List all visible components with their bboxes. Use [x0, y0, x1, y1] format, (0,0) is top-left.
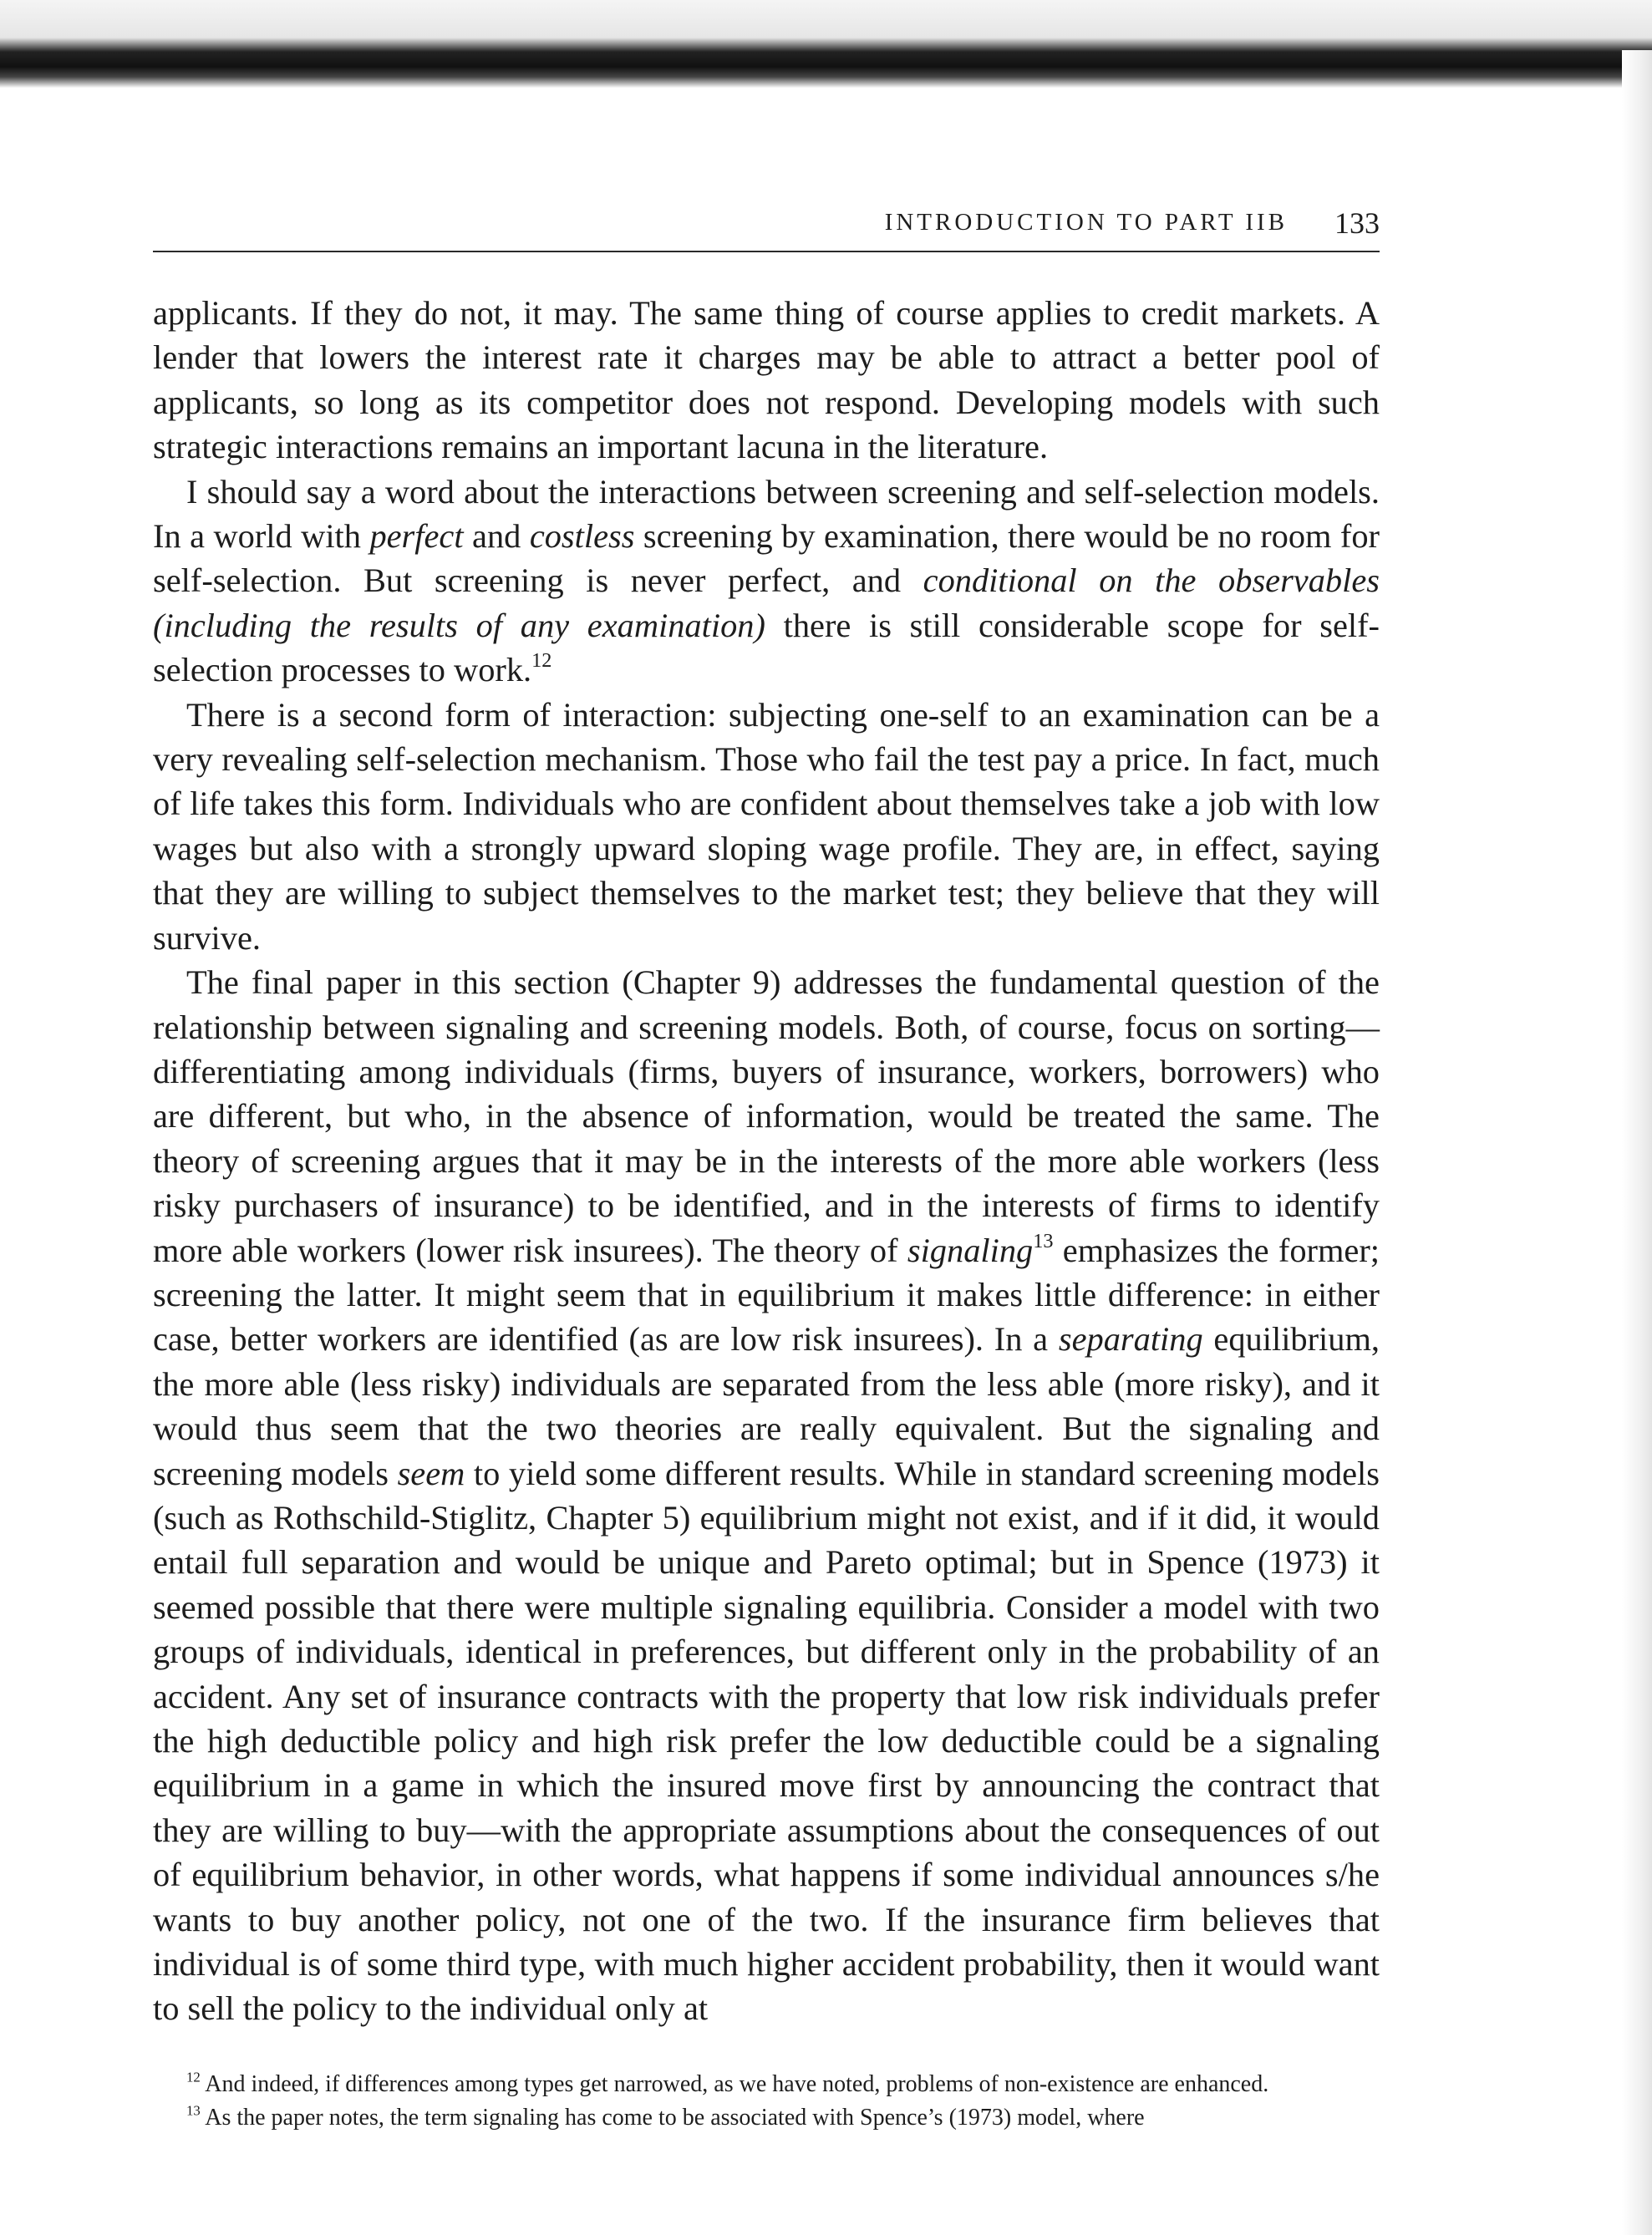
italic-text: conditional on the observables (including the results of any examination)	[153, 561, 1380, 644]
text-run: And indeed, if differences among types get narrowed, as we have noted, problems of non-existence are enhanced.	[200, 2070, 1269, 2097]
text-run: applicants. If they do not, it may. The same thing of course applies to credit markets. A lender that lowers the interest rate it charges may be able to attract a better pool of applicants, so long as its competitor does not respond. Developing models with such strategic interactions remains an important lacuna in the literature.	[153, 294, 1380, 466]
italic-text: perfect	[369, 517, 464, 556]
scan-shadow-top	[0, 0, 1652, 88]
paragraph	[153, 693, 1380, 960]
italic-text: signaling	[907, 1231, 1034, 1269]
book-page	[153, 201, 1380, 2135]
footnote-marker: 12	[531, 649, 552, 673]
text-run: As the paper notes, the term signaling has come to be associated with Spence’s (1973) model, where	[200, 2104, 1145, 2131]
footnote	[153, 2068, 1380, 2101]
footnote	[153, 2101, 1380, 2135]
body-text	[153, 291, 1380, 2031]
text-run: The final paper in this section (Chapter 9) addresses the fundamental question of the relationship between signaling and screening models. Both, of course, focus on sorting—differentiating among individuals (firms, buyers of insurance, workers, borrowers) who are different, but who, in the absence of information, would be treated the same. The theory of screening argues that it may be in the interests of the more able workers (less risky purchasers of insurance) to be identified, and in the interests of firms to identify more able workers (lower risk insurees). The theory of	[153, 963, 1380, 1269]
italic-text: separating	[1058, 1320, 1203, 1359]
scan-shadow-right	[1622, 50, 1652, 2235]
running-head	[153, 201, 1380, 252]
text-run: to yield some different results. While in standard screening models (such as Rothschild-Stiglitz, Chapter 5) equilibrium might not exist, and if it did, it would entail full separation and would be unique and Pareto optimal; but in Spence (1973) it seemed possible that there were multiple signaling equilibria. Consider a model with two groups of individuals, identical in preferences, but different only in the probability of an accident. Any set of insurance contracts with the property that low risk individuals prefer the high deductible policy and high risk prefer the low deductible could be a signaling equilibrium in a game in which the insured move first by announcing the contract that they are willing to buy—with the appropriate assumptions about the consequences of out of equilibrium behavior, in other words, what happens if some individual announces s/he wants to buy another policy, not one of the two. If the insurance firm believes that individual is of some third type, with much higher accident probability, then it would want to sell the policy to the individual only at	[153, 1454, 1380, 2028]
running-head-title: INTRODUCTION TO PART IIB	[884, 209, 1288, 236]
paragraph	[153, 470, 1380, 693]
page-number: 133	[1334, 206, 1380, 240]
text-run: and	[463, 517, 530, 556]
italic-text: costless	[529, 517, 635, 556]
footnotes	[153, 2068, 1380, 2135]
text-run: there is still considerable scope for self-selection processes to work.	[153, 606, 1380, 689]
italic-text: seem	[397, 1454, 465, 1492]
footnote-marker: 13	[1033, 1229, 1054, 1252]
paragraph	[153, 291, 1380, 470]
paragraph	[153, 960, 1380, 2031]
text-run: screening by examination, there would be no room for self-selection. But screening is never perfect, and	[153, 517, 1380, 600]
footnote-marker: 13	[186, 2102, 201, 2119]
text-run: equilibrium, the more able (less risky) individuals are separated from the less able (more risky), and it would thus seem that the two theories are really equivalent. But the signaling and screening models	[153, 1320, 1380, 1492]
text-run: emphasizes the former; screening the latter. It might seem that in equilibrium it makes little difference: in either case, better workers are identified (as are low risk insurees). In a	[153, 1231, 1380, 1359]
text-run: There is a second form of interaction: subjecting one-self to an examination can be a very revealing self-selection mechanism. Those who fail the test pay a price. In fact, much of life takes this form. Individuals who are confident about themselves take a job with low wages but also with a strongly upward sloping wage profile. They are, in effect, saying that they are willing to subject themselves to the market test; they believe that they will survive.	[153, 695, 1380, 957]
text-run: I should say a word about the interactions between screening and self-selection models. In a world with	[153, 472, 1380, 556]
footnote-marker: 12	[186, 2069, 201, 2085]
